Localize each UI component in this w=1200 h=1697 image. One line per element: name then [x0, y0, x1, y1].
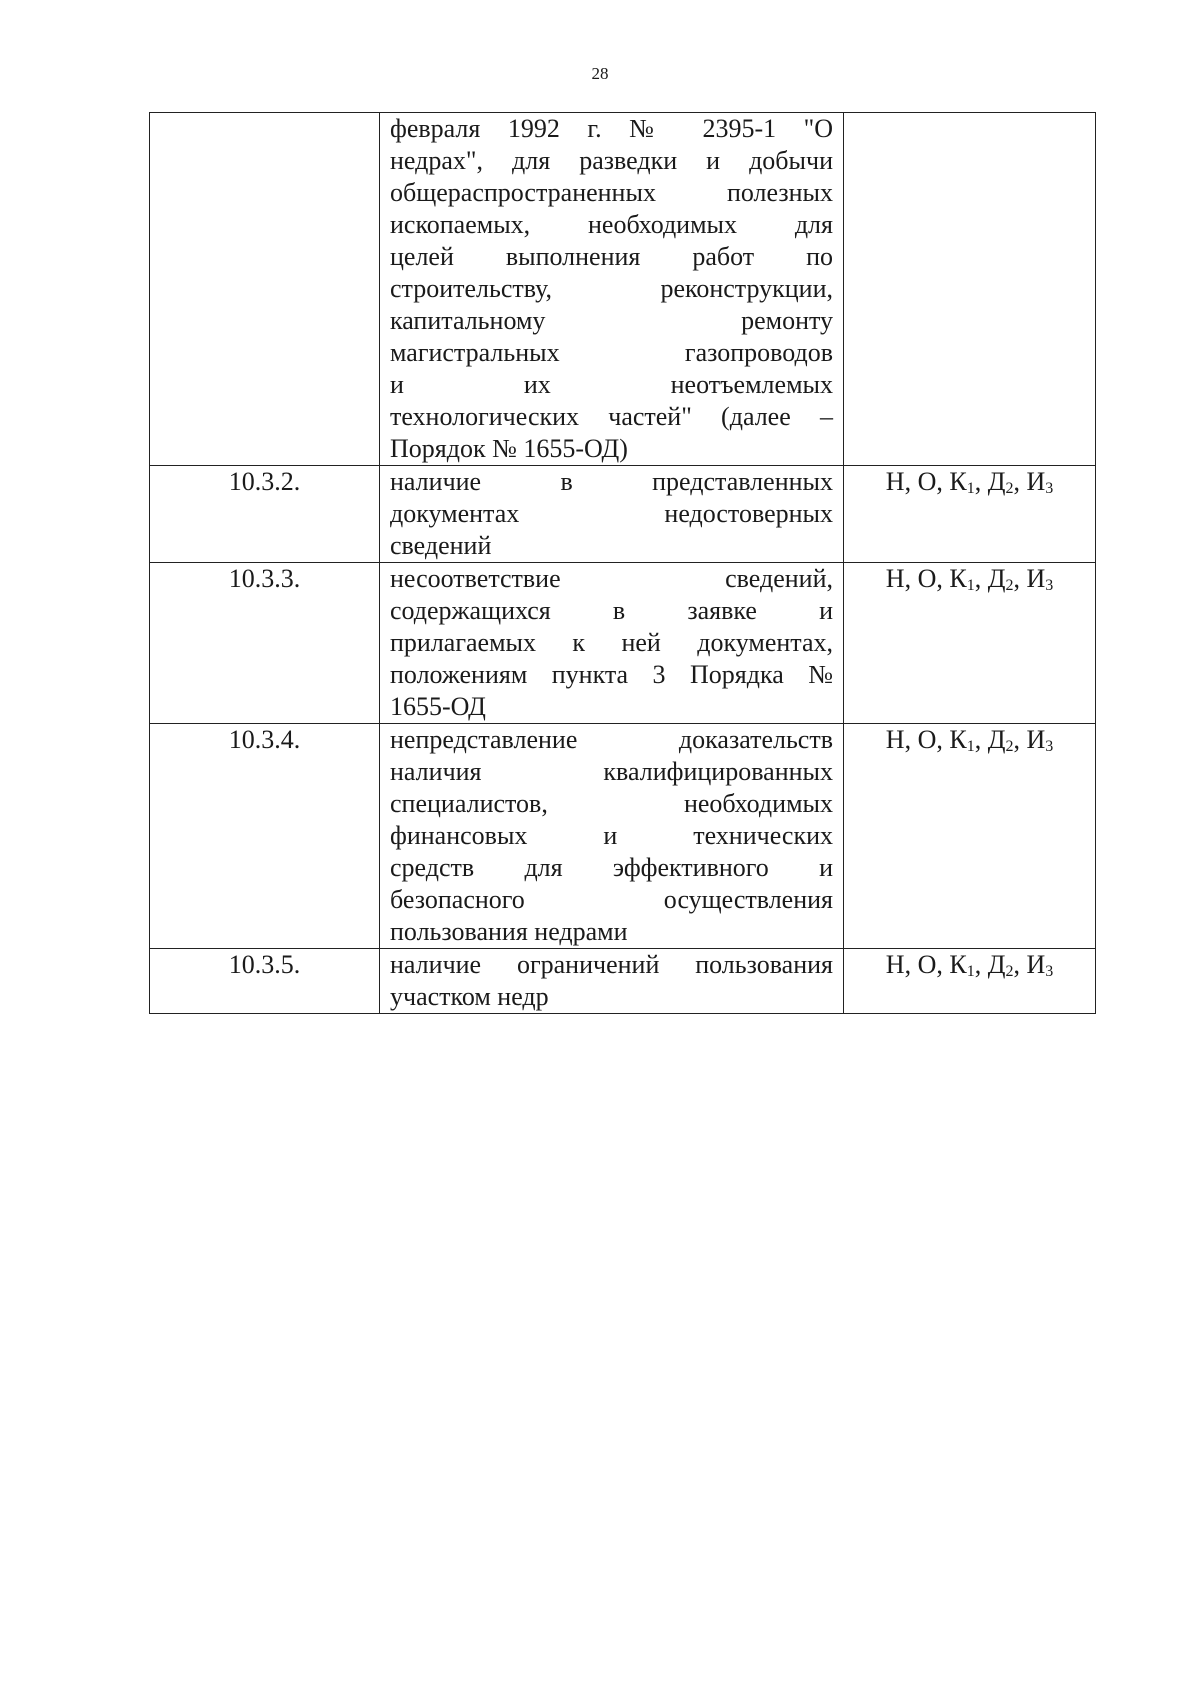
description-line: документах недостоверных	[390, 499, 833, 528]
row-codes-cell	[844, 563, 1096, 724]
description-line: наличие в представленных	[390, 467, 833, 496]
row-codes: Н, О, $К_1$, $Д_2$, $И_3$	[885, 467, 1054, 497]
description-line: целей выполнения работ по	[390, 242, 833, 271]
row-description-cell	[380, 113, 844, 466]
row-codes-cell	[844, 113, 1096, 466]
description-line: прилагаемых к ней документах,	[390, 628, 833, 657]
description-line: недрах", для разведки и добычи	[390, 146, 833, 175]
description-line: положениям пункта 3 Порядка №	[390, 660, 833, 689]
description-line: специалистов, необходимых	[390, 789, 833, 818]
description-line: сведений	[390, 531, 492, 560]
table-row	[150, 949, 1096, 1014]
criteria-table	[149, 112, 1096, 1014]
description-line: пользования недрами	[390, 917, 628, 946]
table-row	[150, 724, 1096, 949]
row-description-cell	[380, 949, 844, 1014]
row-number: 10.3.3.	[228, 564, 301, 593]
description-line: наличия квалифицированных	[390, 757, 833, 786]
row-codes-cell	[844, 724, 1096, 949]
description-line: магистральных газопроводов	[390, 338, 833, 367]
row-codes-cell	[844, 949, 1096, 1014]
row-number: 10.3.5.	[228, 950, 301, 979]
description-line: финансовых и технических	[390, 821, 833, 850]
row-number-cell	[150, 113, 380, 466]
row-number-cell	[150, 466, 380, 563]
row-number-cell	[150, 563, 380, 724]
description-line: общераспространенных полезных	[390, 178, 833, 207]
description-line: февраля 1992 г. № 2395-1 "О	[390, 114, 833, 143]
row-number-cell	[150, 949, 380, 1014]
row-number: 10.3.4.	[228, 725, 301, 754]
table-row	[150, 563, 1096, 724]
row-description-cell	[380, 466, 844, 563]
description-line: безопасного осуществления	[390, 885, 833, 914]
description-line: несоответствие сведений,	[390, 564, 833, 593]
row-codes: Н, О, $К_1$, $Д_2$, $И_3$	[885, 564, 1054, 594]
row-codes: Н, О, $К_1$, $Д_2$, $И_3$	[885, 725, 1054, 755]
description-line: капитальному ремонту	[390, 306, 833, 335]
description-line: Порядок № 1655-ОД)	[390, 434, 628, 463]
description-line: технологических частей" (далее –	[390, 402, 833, 431]
row-number: 10.3.2.	[228, 467, 301, 496]
row-description-cell	[380, 724, 844, 949]
criteria-table-body	[150, 113, 1096, 1014]
row-codes: Н, О, $К_1$, $Д_2$, $И_3$	[885, 950, 1054, 980]
description-line: участком недр	[390, 982, 549, 1011]
description-line: 1655-ОД	[390, 692, 486, 721]
description-line: строительству, реконструкции,	[390, 274, 833, 303]
description-line: содержащихся в заявке и	[390, 596, 833, 625]
description-line: ископаемых, необходимых для	[390, 210, 833, 239]
row-description-cell	[380, 563, 844, 724]
table-row	[150, 466, 1096, 563]
description-line: наличие ограничений пользования	[390, 950, 833, 979]
page-number: 28	[591, 64, 609, 83]
description-line: средств для эффективного и	[390, 853, 833, 882]
description-line: и их неотъемлемых	[390, 370, 833, 399]
row-number-cell	[150, 724, 380, 949]
description-line: непредставление доказательств	[390, 725, 833, 754]
row-codes-cell	[844, 466, 1096, 563]
table-row	[150, 113, 1096, 466]
